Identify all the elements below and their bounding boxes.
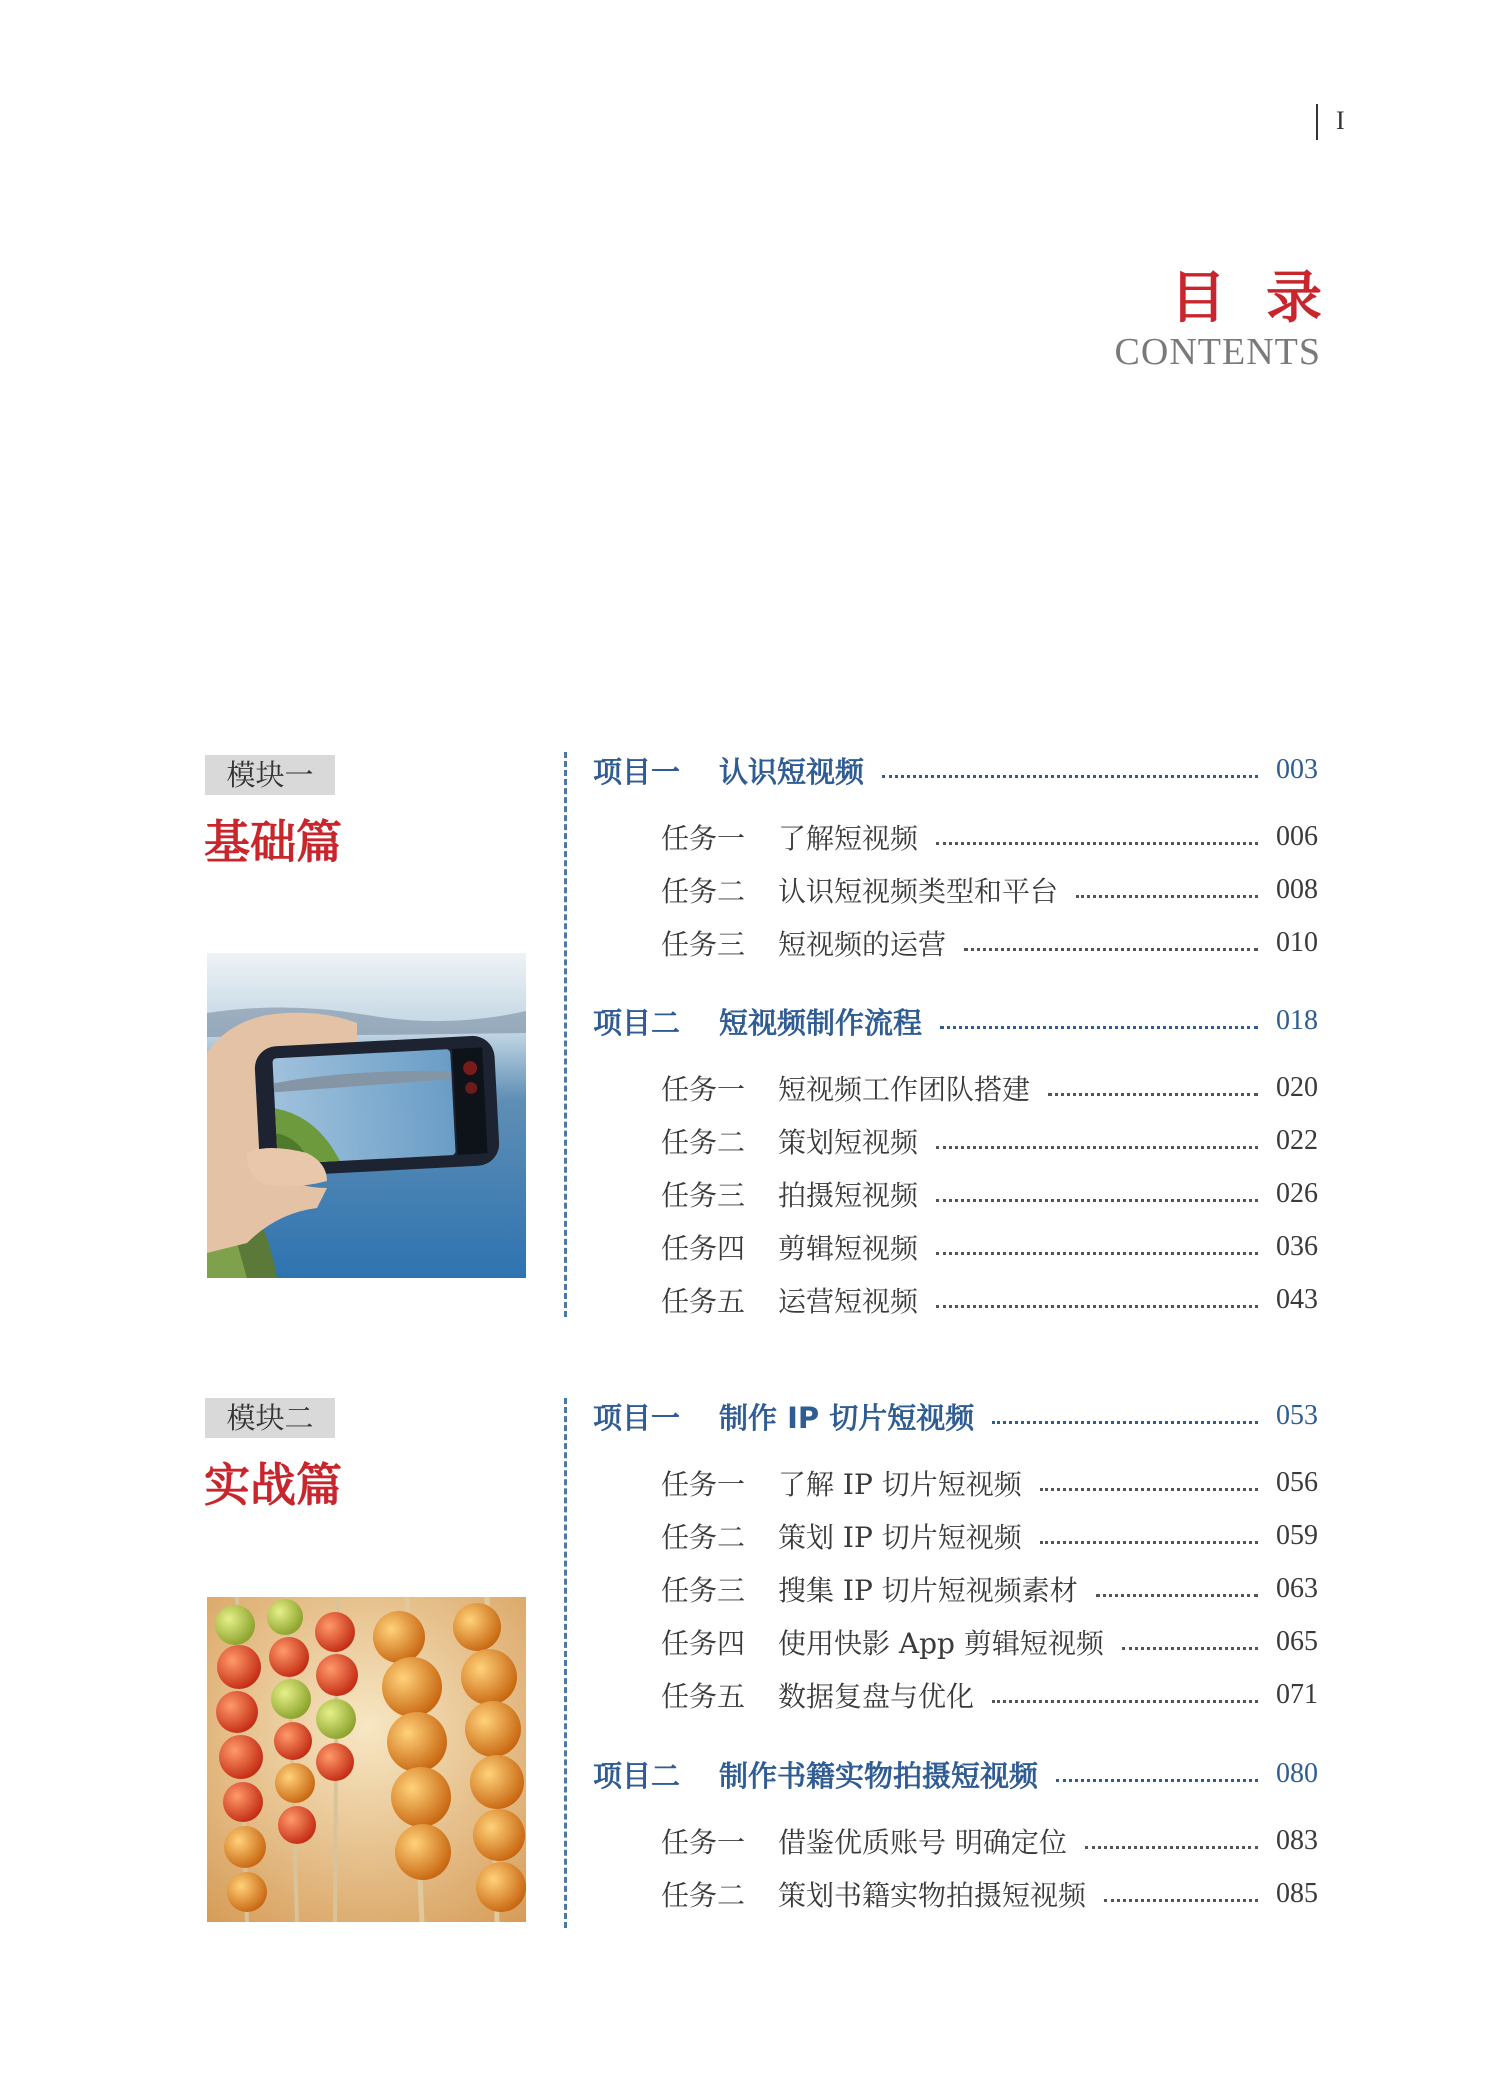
task-title: 拍摄短视频 (778, 1179, 919, 1212)
module-1-divider (564, 752, 567, 1317)
project-code: 项目一 (593, 754, 681, 789)
task-title: 短视频工作团队搭建 (778, 1073, 1031, 1106)
project-title: 短视频制作流程 (719, 1005, 923, 1040)
page-ref: 080 (1276, 1758, 1318, 1789)
task-code: 任务三 (661, 1179, 746, 1212)
toc-task-row[interactable] (661, 1516, 1318, 1556)
page-ref: 056 (1276, 1467, 1318, 1498)
dot-leader (936, 1199, 1258, 1202)
project-code: 项目二 (593, 1005, 681, 1040)
task-title: 借鉴优质账号 明确定位 (778, 1826, 1067, 1859)
toc-task-row[interactable] (661, 1874, 1318, 1914)
project-title: 制作书籍实物拍摄短视频 (719, 1758, 1039, 1793)
task-title: 使用快影 App 剪辑短视频 (778, 1627, 1104, 1660)
task-code: 任务二 (661, 1521, 746, 1554)
dot-leader (936, 842, 1258, 845)
phone-lake-photo (207, 953, 526, 1278)
dot-leader (940, 1026, 1258, 1029)
candied-haws-photo (207, 1597, 526, 1922)
page-ref: 071 (1276, 1679, 1318, 1710)
task-code: 任务四 (661, 1627, 746, 1660)
dot-leader (1122, 1647, 1258, 1650)
dot-leader (936, 1305, 1258, 1308)
header-rule (1316, 104, 1318, 140)
module-2-divider (564, 1398, 567, 1928)
page-ref: 083 (1276, 1825, 1318, 1856)
page-ref: 022 (1276, 1125, 1318, 1156)
task-title: 策划书籍实物拍摄短视频 (778, 1879, 1087, 1912)
dot-leader (1076, 895, 1258, 898)
task-code: 任务三 (661, 928, 746, 961)
task-code: 任务一 (661, 1073, 746, 1106)
page-ref: 008 (1276, 874, 1318, 905)
task-code: 任务二 (661, 875, 746, 908)
toc-task-row[interactable] (661, 1227, 1318, 1267)
task-code: 任务三 (661, 1574, 746, 1607)
dot-leader (936, 1252, 1258, 1255)
project-code: 项目二 (593, 1758, 681, 1793)
toc-title-zh: 目录 (1170, 266, 1362, 331)
task-code: 任务一 (661, 1468, 746, 1501)
task-code: 任务二 (661, 1879, 746, 1912)
dot-leader (992, 1421, 1258, 1424)
toc-task-row[interactable] (661, 1280, 1318, 1320)
page-ref: 053 (1276, 1400, 1318, 1431)
dot-leader (1085, 1846, 1258, 1849)
dot-leader (992, 1700, 1258, 1703)
page-ref: 026 (1276, 1178, 1318, 1209)
toc-project-row[interactable] (593, 1001, 1318, 1041)
task-title: 搜集 IP 切片短视频素材 (778, 1574, 1078, 1607)
task-code: 任务五 (661, 1680, 746, 1713)
dot-leader (1040, 1541, 1258, 1544)
toc-task-row[interactable] (661, 870, 1318, 910)
page-ref: 018 (1276, 1005, 1318, 1036)
task-title: 短视频的运营 (778, 928, 947, 961)
task-title: 策划 IP 切片短视频 (778, 1521, 1022, 1554)
dot-leader (1096, 1594, 1258, 1597)
task-title: 认识短视频类型和平台 (778, 875, 1059, 908)
dot-leader (1104, 1899, 1258, 1902)
dot-leader (1040, 1488, 1258, 1491)
toc-task-row[interactable] (661, 1569, 1318, 1609)
task-code: 任务一 (661, 1826, 746, 1859)
task-title: 剪辑短视频 (778, 1232, 919, 1265)
task-title: 策划短视频 (778, 1126, 919, 1159)
toc-task-row[interactable] (661, 1675, 1318, 1715)
module-2-tag: 模块二 (205, 1398, 335, 1438)
task-code: 任务一 (661, 822, 746, 855)
module-1-tag: 模块一 (205, 755, 335, 795)
toc-task-row[interactable] (661, 1068, 1318, 1108)
task-title: 了解短视频 (778, 822, 919, 855)
dot-leader (1048, 1093, 1258, 1096)
page-ref: 043 (1276, 1284, 1318, 1315)
project-title: 认识短视频 (719, 754, 865, 789)
toc-task-row[interactable] (661, 1174, 1318, 1214)
module-1-name: 基础篇 (204, 815, 342, 869)
toc-task-row[interactable] (661, 1121, 1318, 1161)
toc-project-row[interactable] (593, 1396, 1318, 1436)
task-code: 任务二 (661, 1126, 746, 1159)
project-title: 制作 IP 切片短视频 (719, 1400, 975, 1435)
dot-leader (1056, 1779, 1258, 1782)
dot-leader (964, 948, 1258, 951)
page-ref: 010 (1276, 927, 1318, 958)
toc-title-en: CONTENTS (1114, 331, 1321, 373)
page-ref: 063 (1276, 1573, 1318, 1604)
page-ref: 085 (1276, 1878, 1318, 1909)
page-ref: 006 (1276, 821, 1318, 852)
toc-project-row[interactable] (593, 1754, 1318, 1794)
page-ref: 036 (1276, 1231, 1318, 1262)
toc-task-row[interactable] (661, 1821, 1318, 1861)
toc-task-row[interactable] (661, 1463, 1318, 1503)
module-2-name: 实战篇 (204, 1458, 342, 1512)
page-ref: 020 (1276, 1072, 1318, 1103)
toc-task-row[interactable] (661, 1622, 1318, 1662)
dot-leader (936, 1146, 1258, 1149)
project-code: 项目一 (593, 1400, 681, 1435)
page-ref: 065 (1276, 1626, 1318, 1657)
page-number: I (1336, 106, 1345, 135)
toc-task-row[interactable] (661, 817, 1318, 857)
page-ref: 003 (1276, 754, 1318, 785)
toc-project-row[interactable] (593, 750, 1318, 790)
task-title: 数据复盘与优化 (778, 1680, 975, 1713)
toc-task-row[interactable] (661, 923, 1318, 963)
task-title: 运营短视频 (778, 1285, 919, 1318)
page-ref: 059 (1276, 1520, 1318, 1551)
dot-leader (882, 775, 1258, 778)
task-code: 任务四 (661, 1232, 746, 1265)
task-title: 了解 IP 切片短视频 (778, 1468, 1022, 1501)
task-code: 任务五 (661, 1285, 746, 1318)
